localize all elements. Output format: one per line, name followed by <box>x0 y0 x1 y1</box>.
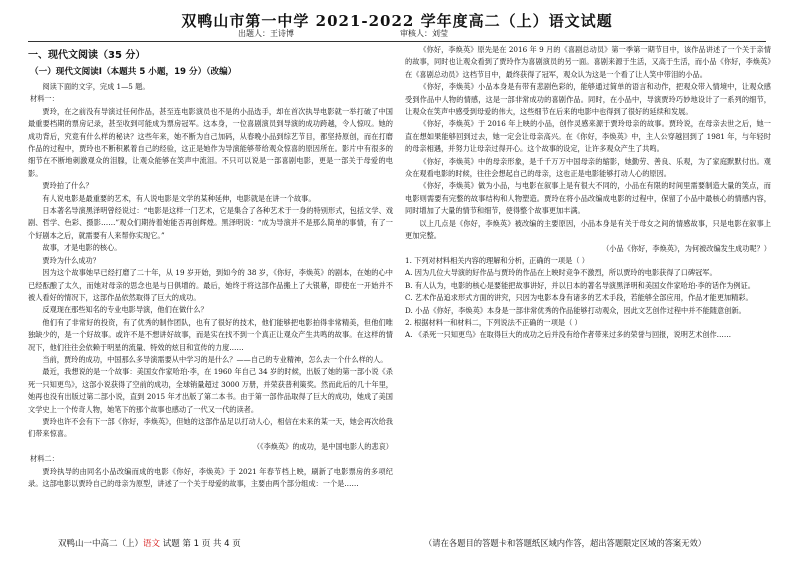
question-1-option-d: D. 小品《你好，李焕英》本身是一部非常优秀的作品能够打动观众，因此文艺创作过程中并不能随意创新。 <box>405 305 746 315</box>
footer-page: 试题 第 1 页 共 4 页 <box>160 539 241 549</box>
material1-label: 材料一： <box>30 94 59 104</box>
paragraph: 贾玲执导的由同名小品改编而成的电影《你好，李焕英》于 2021 年春节档上映，刷新了电影票房的多项纪录。这部电影以贾玲自己的母亲为原型，讲述了一个关于母爱的故事，主要由两个部分组成：一个是…… <box>28 466 393 488</box>
paragraph: 以上几点是《你好，李焕英》被改编的主要原因，小品本身是有关于母女之间的情感故事，只是电影在叙事上更加完整。 <box>405 218 771 241</box>
source-note: （小品《你好，李焕英》，为何被改编发生成功呢？） <box>602 243 771 253</box>
left-column <box>28 44 393 530</box>
paragraph: 《你好，李焕英》做为小品，与电影在叙事上是有很大不同的，小品在有限的时间里需要制造大量的笑点，而电影则需要有完整的故事结构和人物塑造。贾玲在将小品改编成电影的过程中，保留了小品中最核心的情感内容，同时增加了大量的情节和细节，使得整个故事更加丰满。 <box>405 181 771 216</box>
paragraph: 反观现在那些知名的专业电影导演，他们在做什么？ <box>42 305 208 315</box>
paragraph: 有人说电影是最重要的艺术，有人说电影是文学的某种延伸，电影就是在讲一个故事。 <box>42 193 316 203</box>
paragraph: 日本著名导演黑泽明曾经说过：“电影是这样一门艺术，它是集合了各种艺术于一身的特别形式，包括文学、戏剧、哲学、色彩、摄影……”观众们期待着她能否再创辉煌。黑泽明说：“成为导演并不是那么简单的事情，有了一个好剧本之后，就需要有人来帮你实现它。” <box>28 206 393 240</box>
paragraph: 《你好，李焕英》中的母亲形象，是千千万万中国母亲的缩影，她勤劳、善良、乐观，为了家庭默默付出。观众在观看电影的时候，往往会想起自己的母亲，这也正是电影能够打动人心的原因。 <box>405 156 771 179</box>
paragraph: 《你好，李焕英》原先是在 2016 年 9 月的《喜剧总动员》第一季第一期节目中，该作品讲述了一个关于亲情的故事，同时也让观众看到了贾玲作为喜剧演员的另一面。喜剧来源于生活，又高于生活，而小品《你好，李焕英》在《喜剧总动员》这档节目中，最终获得了冠军，观众认为这是一个看了让人笑中带泪的小品。 <box>405 45 771 79</box>
paragraph: 最近，我想说的是一个故事：美国女作家哈珀·李，在 1960 年自己 34 岁的时候，出版了她的第一部小说《杀死一只知更鸟》，这部小说获得了空前的成功，全球销量超过 3000 万册，并荣获普利策奖。然而此后的几十年里，她再也没有出版过第二部小说，直到 2015 年才出版了第二本书。由于第一部作品取得了巨大的成功，她成了美国文学史上一个传奇人物，她笔下的那个故事也感动了一代又一代的读者。 <box>28 367 393 414</box>
paragraph: 贾玲也许不会有下一部《你好，李焕英》，但她的这部作品足以打动人心，相信在未来的某一天，她会再次给我们带来惊喜。 <box>28 416 393 439</box>
footer-school: 双鸭山一中高二（上） <box>58 539 144 549</box>
paragraph: 贾玲为什么成功？ <box>42 255 100 265</box>
paragraph: 故事，才是电影的核心。 <box>42 243 122 253</box>
paragraph: 当前，贾玲的成功，中国那么多导演需要从中学习的是什么？——自己的专业精神，怎么去一个什么样的人。 <box>42 354 388 364</box>
exam-title: 双鸭山市第一中学 2021-2022 学年度高二（上）语文试题 <box>181 12 613 30</box>
paragraph: 《你好，李焕英》小品本身是有带有悲剧色彩的，能够通过简单的语言和动作，把观众带入情境中，让观众感受到作品中人物的情感，这是一部非常成功的喜剧作品。同时，在小品中，导演贾玲巧妙地设计了一系列的细节，让观众在笑声中感受到母爱的伟大，这些细节在后来的电影中也得到了很好的延续和发展。 <box>405 82 771 117</box>
source-note: （《李焕英》的成功，是中国电影人的悲哀） <box>252 441 393 451</box>
question-1-option-c: C. 艺术作品追求形式方面的讲究，只因为电影本身有诸多的艺术手段，若能够全部应用，作品才能更加精彩。 <box>405 293 753 303</box>
header-rule <box>28 41 766 42</box>
footer-subject: 语文 <box>143 539 161 549</box>
question-2-stem: 2. 根据材料一和材料二，下列说法不正确的一项是（ ） <box>405 317 582 327</box>
paragraph: 贾玲，在之前没有导演过任何作品，甚至连电影演员也不是的小品选手，却在首次执导电影就一举打破了中国最重要档期的票房记录，甚至收到可能成为票房冠军。这本身，一位喜剧演员到导演的成功跨越，令人惊叹。她的成功背后，究竟有什么样的秘诀？这些年来，她不断为自己加码，从春晚小品到综艺节目，都坚持原创，而在打磨作品的过程中，贾玲也不断积累着自己的经验，这正是她作为导演能够带给观众惊喜的原因所在。影片中有很多的细节在不断地刺激观众的泪腺，让观众能够在笑声中流泪。不只可以说是一部喜剧电影，更是一部关于母爱的电影。 <box>28 106 393 178</box>
instruction: 阅读下面的文字，完成 1—5 题。 <box>42 82 150 91</box>
question-1-option-b: B. 有人认为，电影的核心是要能把故事讲好，并以日本的著名导演黑泽明和美国女作家哈珀·李的话作为例证。 <box>405 280 755 290</box>
footer-page-info <box>58 537 241 549</box>
paragraph: 《你好，李焕英》于 2016 年上映的小品，创作灵感来源于贾玲母亲的故事。贾玲说，在母亲去世之后，她一直在想如果能够回到过去，她一定会让母亲高兴。在《你好，李焕英》中，主人公穿越回到了 1981 年，与年轻时的母亲相遇，并努力让母亲过得开心。这个故事的设定，让许多观众产生了共鸣。 <box>405 119 771 154</box>
paragraph: 贾玲拍了什么？ <box>42 181 93 191</box>
author-label: 出题人：王诗博 <box>238 29 294 38</box>
section-title: 一、现代文阅读（35 分） <box>28 50 146 61</box>
footer-notice: （请在各题目的答题卡和答题纸区域内作答，超出答题限定区域的答案无效） <box>424 538 707 548</box>
question-1-stem: 1. 下列对材料相关内容的理解和分析，正确的一项是（ ） <box>405 255 589 265</box>
paragraph: 因为这个故事她早已经打磨了二十年，从 19 岁开始，到如今的 38 岁，《你好，李焕英》的剧本，在她的心中已经酝酿了太久，而她对母亲的思念也是与日俱增的。最后，她终于将这部作品搬上了大银幕，即使在一开始并不被人看好的情况下，这部作品依然取得了巨大的成功。 <box>28 268 393 302</box>
question-1-option-a: A. 因为几位大导演的好作品与贾玲的作品在上映时竞争不激烈，所以贾玲的电影获得了口碑冠军。 <box>405 268 717 278</box>
reviewer-label: 审核人：刘莹 <box>400 29 448 38</box>
question-2-option-a: A. 《杀死一只知更鸟》在取得巨大的成功之后并没有给作者带来过多的荣誉与回报，说明艺术创作…… <box>405 330 732 340</box>
material2-label: 材料二： <box>30 454 59 464</box>
subsection-title: （一）现代文阅读Ⅰ（本题共 5 小题，19 分）（改编） <box>30 67 237 77</box>
paragraph: 他们有了非常好的投资，有了优秀的制作团队，也有了很好的技术，他们能够把电影拍得非常精美，但他们唯独缺少的，是一个好故事。或许不是不想讲好故事，而是实在找不到一个真正让观众产生共鸣的故事。在这样的情况下，他们往往会依赖于明星的流量、特效的炫目和宣传的力度…… <box>28 317 393 352</box>
right-column <box>405 44 771 530</box>
